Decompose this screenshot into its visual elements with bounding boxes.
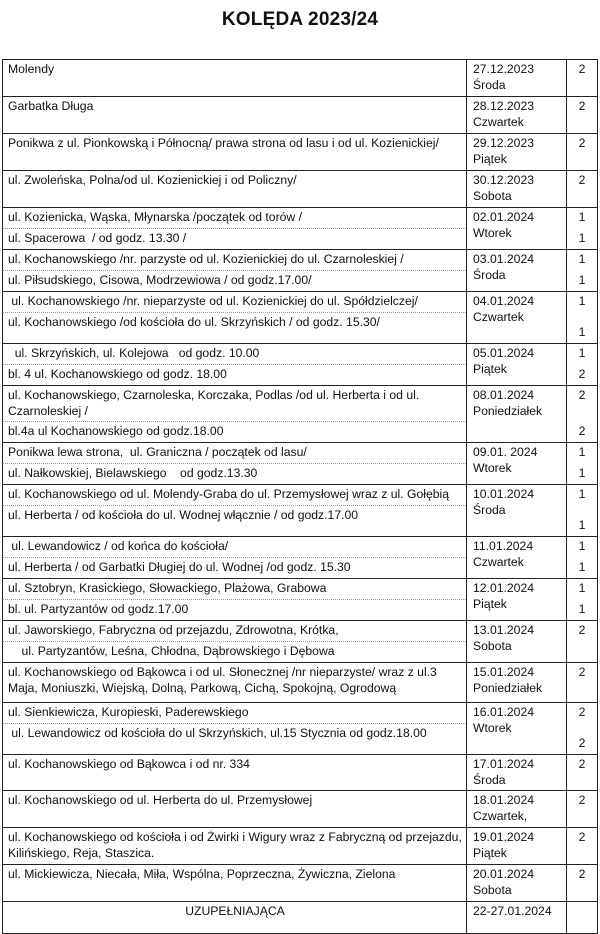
date-cell [467,902,567,934]
table-row [3,443,598,485]
date-cell [467,828,567,865]
count-value: 1 [578,581,586,596]
table-row [3,485,598,537]
schedule-table [2,59,598,934]
date-cell [467,865,567,902]
table-row [3,134,598,171]
address-line: Garbatka Długa [8,99,94,113]
count-cell [567,579,598,621]
address-cell [3,755,467,791]
address-line: ul. Kochanowskiego, Czarnoleska, Korczaka, Podlas /od ul. Herberta i od ul. Czarnoleskiej / [8,388,423,418]
date-text: 10.01.2024 [473,487,534,502]
address-cell [3,663,467,703]
date-cell [467,208,567,250]
weekday-text: Piątek [473,845,507,860]
table-row [3,344,598,386]
count-value: 1 [578,325,586,339]
date-text: 03.01.2024 [473,252,534,266]
count-cell [567,60,598,97]
date-text: 30.12.2023 [473,173,534,187]
count-value: 2 [578,623,586,638]
date-cell [467,171,567,208]
table-row [3,703,598,755]
weekday-text: Czwartek [473,554,524,569]
address-line: bl.4a ul Kochanowskiego od godz.18.00 [3,421,466,442]
address-cell [3,579,467,621]
address-cell [3,344,467,386]
address-cell [3,292,467,344]
date-text: 20.01.2024 [473,867,534,882]
address-cell [3,171,467,208]
address-line: ul. Kochanowskiego od Bąkowca i od nr. 334 [8,757,250,772]
count-value: 1 [578,445,586,460]
weekday-text: Czwartek [473,114,524,129]
count-cell [567,828,598,865]
address-line: ul. Kochanowskiego od Bąkowca i od ul. Słonecznej /nr nieparzyste/ wraz z ul.3 Maja, Moniuszki, Wiejską, Dolną, Parkową, Cichą, Spokojną, Ogrodową [8,665,441,695]
address-line: ul. Lewandowicz / od końca do kościoła/ [8,539,229,554]
address-cell [3,443,467,485]
address-cell [3,902,467,934]
count-cell [567,485,598,537]
count-cell [567,902,598,934]
weekday-text: Wtorek [473,460,512,475]
count-value [567,904,597,920]
address-line: Ponikwa lewa strona, ul. Graniczna / początek od lasu/ [8,445,307,460]
weekday-text: Sobota [473,638,512,653]
address-line: bl. 4 ul. Kochanowskiego od godz. 18.00 [3,364,466,385]
weekday-text: Czwartek, [473,808,528,823]
date-cell [467,292,567,344]
address-line: ul. Piłsudskiego, Cisowa, Modrzewiowa / od godz.17.00/ [3,270,466,291]
date-text: 17.01.2024 [473,757,534,772]
count-cell [567,443,598,485]
table-row [3,250,598,292]
date-cell [467,663,567,703]
count-value: 1 [578,602,586,617]
address-line: ul. Sienkiewicza, Kuropieski, Paderewskiego [8,705,249,720]
address-line: ul. Herberta / od Garbatki Długiej do ul. Wodnej /od godz. 15.30 [3,557,466,578]
table-row [3,292,598,344]
address-cell [3,865,467,902]
address-cell [3,250,467,292]
count-value: 2 [578,757,586,772]
weekday-text: Czwartek [473,309,524,324]
table-row [3,171,598,208]
date-text: 27.12.2023 [473,62,534,76]
table-row [3,791,598,828]
count-value: 1 [578,210,586,224]
weekday-text: Wtorek [473,720,512,735]
table-row [3,902,598,934]
date-text: 09.01. 2024 [473,445,538,460]
count-cell [567,537,598,579]
date-cell [467,621,567,663]
count-cell [567,292,598,344]
date-text: 19.01.2024 [473,830,534,845]
address-line: ul. Kochanowskiego /nr. parzyste od ul. Kozienickiej do ul. Czarnoleskiej / [8,252,404,266]
count-value: 2 [578,99,586,113]
count-value: 1 [578,518,586,533]
date-text: 02.01.2024 [473,210,534,224]
table-row [3,60,598,97]
date-text: 18.01.2024 [473,793,534,808]
address-cell [3,208,467,250]
address-line: ul. Mickiewicza, Niecała, Miła, Wspólna, Poprzeczna, Żywiczna, Zielona [8,867,396,882]
date-cell [467,60,567,97]
date-text: 29.12.2023 [473,136,534,150]
count-value: 2 [578,424,586,439]
count-value: 2 [578,705,586,720]
address-cell [3,791,467,828]
count-value: 1 [578,346,586,360]
address-line: ul. Spacerowa / od godz. 13.30 / [3,228,466,249]
address-line: ul. Partyzantów, Leśna, Chłodna, Dąbrowskiego i Dębowa [3,641,466,662]
address-line: ul. Herberta / od kościoła do ul. Wodnej włącznie / od godz.17.00 [3,505,466,526]
address-line: UZUPEŁNIAJĄCA [185,904,285,919]
date-text: 28.12.2023 [473,99,534,113]
weekday-text: Środa [473,77,506,92]
table-row [3,755,598,791]
count-cell [567,621,598,663]
address-line: ul. Kozienicka, Wąska, Młynarska /początek od torów / [8,210,302,224]
count-value: 2 [578,173,586,187]
address-cell [3,703,467,755]
address-cell [3,60,467,97]
count-value: 1 [578,231,586,245]
date-text: 11.01.2024 [473,539,534,554]
table-row [3,865,598,902]
address-cell [3,134,467,171]
page-title: KOLĘDA 2023/24 [221,9,379,30]
address-line: ul. Kochanowskiego od ul. Molendy-Graba do ul. Przemysłowej wraz z ul. Gołębią [8,487,449,502]
date-cell [467,703,567,755]
address-line: ul. Lewandowicz od kościoła do ul Skrzyńskich, ul.15 Stycznia od godz.18.00 [3,723,466,744]
count-value: 2 [578,62,586,76]
date-cell [467,386,567,443]
count-cell [567,791,598,828]
count-value: 2 [578,793,586,808]
date-cell [467,443,567,485]
count-value: 2 [578,736,586,751]
table-row [3,579,598,621]
count-cell [567,250,598,292]
count-value: 2 [578,388,586,402]
table-row [3,208,598,250]
date-text: 04.01.2024 [473,294,534,308]
date-text: 15.01.2024 [473,665,534,680]
date-text: 22-27.01.2024 [473,904,552,919]
count-value: 1 [578,487,586,502]
table-row [3,663,598,703]
address-line: bl. ul. Partyzantów od godz.17.00 [3,599,466,620]
count-cell [567,208,598,250]
date-cell [467,579,567,621]
table-row [3,386,598,443]
address-line: ul. Kochanowskiego /nr. nieparzyste od ul. Kozienickiej do ul. Spółdzielczej/ [8,294,418,308]
weekday-text: Piątek [473,596,507,611]
date-cell [467,791,567,828]
address-line: ul. Sztobryn, Krasickiego, Słowackiego, Plażowa, Grabowa [8,581,327,596]
address-cell [3,537,467,579]
date-text: 08.01.2024 [473,388,534,402]
count-value: 1 [578,252,586,266]
weekday-text: Środa [473,772,506,787]
count-value: 1 [578,560,586,575]
count-cell [567,755,598,791]
count-value: 1 [578,466,586,481]
count-cell [567,865,598,902]
weekday-text: Środa [473,267,506,282]
table-row [3,97,598,134]
count-cell [567,344,598,386]
date-text: 12.01.2024 [473,581,534,596]
date-cell [467,344,567,386]
address-line: ul. Skrzyńskich, ul. Kolejowa od godz. 10.00 [8,346,260,360]
date-cell [467,485,567,537]
count-cell [567,386,598,443]
schedule-body [3,60,598,934]
date-cell [467,755,567,791]
date-cell [467,537,567,579]
count-cell [567,134,598,171]
count-cell [567,703,598,755]
count-value: 1 [578,539,586,554]
address-line: ul. Zwoleńska, Polna/od ul. Kozienickiej i od Policzny/ [8,173,297,187]
count-cell [567,97,598,134]
count-value: 2 [578,665,586,680]
address-line: ul. Kochanowskiego od ul. Herberta do ul. Przemysłowej [8,793,313,808]
table-row [3,537,598,579]
count-value: 1 [578,273,586,287]
weekday-text: Piątek [473,361,507,376]
count-value: 2 [578,367,586,381]
table-row [3,621,598,663]
weekday-text: Piątek [473,151,507,166]
address-cell [3,386,467,443]
weekday-text: Sobota [473,882,512,897]
address-line: ul. Jaworskiego, Fabryczna od przejazdu, Zdrowotna, Krótka, [8,623,339,638]
weekday-text: Poniedziałek [473,403,543,418]
count-value: 2 [578,830,586,845]
count-cell [567,663,598,703]
date-cell [467,97,567,134]
weekday-text: Sobota [473,188,512,203]
date-text: 13.01.2024 [473,623,534,638]
address-line: ul. Kochanowskiego /od kościoła do ul. Skrzyńskich / od godz. 15.30/ [3,312,466,333]
table-row [3,828,598,865]
weekday-text: Środa [473,502,506,517]
address-cell [3,828,467,865]
date-cell [467,134,567,171]
count-value: 1 [578,294,586,308]
weekday-text: Wtorek [473,225,512,240]
count-value: 2 [578,867,586,882]
address-cell [3,621,467,663]
date-cell [467,250,567,292]
date-text: 05.01.2024 [473,346,534,360]
count-value: 2 [578,136,586,150]
address-line: ul. Kochanowskiego od kościoła i od Żwirki i Wigury wraz z Fabryczną od przejazdu, Kilińskiego, Reja, Staszica. [8,830,466,860]
weekday-text: Poniedziałek [473,680,543,695]
address-line: Molendy [8,62,55,76]
address-line: Ponikwa z ul. Pionkowską i Północną/ prawa strona od lasu i od ul. Kozienickiej/ [8,136,439,150]
address-line: ul. Nałkowskiej, Bielawskiego od godz.13.30 [3,463,466,484]
count-cell [567,171,598,208]
date-text: 16.01.2024 [473,705,534,720]
address-cell [3,97,467,134]
address-cell [3,485,467,537]
